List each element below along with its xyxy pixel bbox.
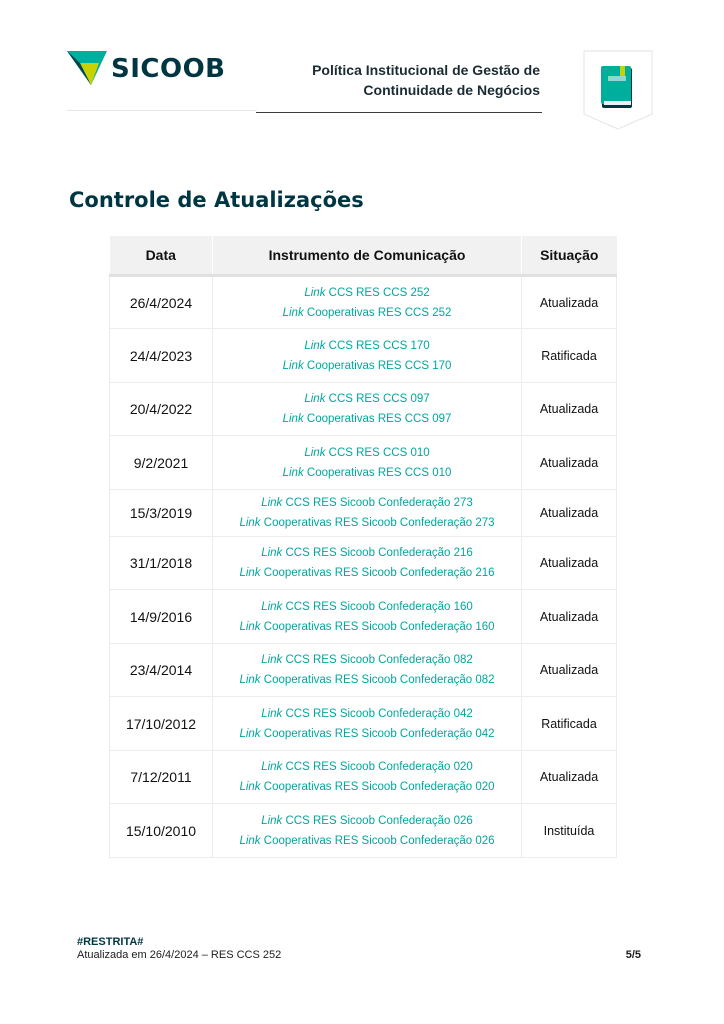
link-label: Link bbox=[261, 707, 283, 720]
row-instrument bbox=[213, 537, 522, 590]
ccs-link[interactable] bbox=[217, 597, 517, 617]
sicoob-logo-icon bbox=[67, 51, 107, 87]
table-header-row bbox=[110, 236, 617, 276]
table-row bbox=[110, 329, 617, 383]
row-date: 7/12/2011 bbox=[110, 751, 213, 804]
link-label: Link bbox=[282, 466, 304, 479]
ccs-link[interactable] bbox=[217, 650, 517, 670]
row-instrument bbox=[213, 490, 522, 537]
link-label: Link bbox=[282, 306, 304, 319]
link-label: Link bbox=[239, 517, 261, 529]
ccs-link[interactable] bbox=[217, 283, 517, 303]
table-row bbox=[110, 697, 617, 751]
cooperativas-link[interactable] bbox=[217, 724, 517, 744]
table-row bbox=[110, 490, 617, 537]
row-date: 15/10/2010 bbox=[110, 804, 213, 858]
row-instrument bbox=[213, 590, 522, 644]
cooperativas-link[interactable] bbox=[217, 409, 517, 429]
ccs-link[interactable] bbox=[217, 704, 517, 724]
cooperativas-link[interactable] bbox=[217, 670, 517, 690]
ccs-link[interactable] bbox=[217, 389, 517, 409]
ccs-link[interactable] bbox=[217, 543, 517, 563]
table-row bbox=[110, 590, 617, 644]
ccs-link-text: CCS RES Sicoob Confederação 042 bbox=[285, 707, 473, 720]
row-date: 26/4/2024 bbox=[110, 276, 213, 329]
link-label: Link bbox=[304, 339, 326, 352]
ccs-link[interactable] bbox=[217, 811, 517, 831]
ccs-link-text: CCS RES CCS 252 bbox=[328, 286, 430, 299]
link-label: Link bbox=[304, 393, 326, 405]
book-badge bbox=[583, 50, 653, 130]
cooperativas-link-text: Cooperativas RES Sicoob Confederação 026 bbox=[263, 834, 495, 847]
ccs-link-text: CCS RES CCS 010 bbox=[328, 446, 430, 459]
cooperativas-link-text: Cooperativas RES Sicoob Confederação 042 bbox=[263, 727, 495, 740]
link-label: Link bbox=[304, 286, 326, 299]
ccs-link-text: CCS RES Sicoob Confederação 082 bbox=[285, 654, 473, 666]
footer-updated: Atualizada em 26/4/2024 – RES CCS 252 bbox=[77, 949, 282, 961]
ccs-link[interactable] bbox=[217, 336, 517, 356]
ccs-link-text: CCS RES Sicoob Confederação 273 bbox=[285, 497, 473, 509]
row-date: 15/3/2019 bbox=[110, 490, 213, 537]
cooperativas-link[interactable] bbox=[217, 356, 517, 376]
link-label: Link bbox=[239, 620, 261, 633]
row-status: Atualizada bbox=[522, 590, 617, 644]
footer-page-number: 5/5 bbox=[625, 949, 641, 961]
row-status: Atualizada bbox=[522, 644, 617, 697]
link-label: Link bbox=[261, 600, 283, 613]
row-instrument bbox=[213, 804, 522, 858]
row-status: Ratificada bbox=[522, 697, 617, 751]
row-instrument bbox=[213, 644, 522, 697]
row-status: Atualizada bbox=[522, 436, 617, 490]
link-label: Link bbox=[282, 359, 304, 372]
table-row bbox=[110, 383, 617, 436]
link-label: Link bbox=[282, 413, 304, 425]
ccs-link[interactable] bbox=[217, 493, 517, 513]
row-date: 24/4/2023 bbox=[110, 329, 213, 383]
table-row bbox=[110, 436, 617, 490]
link-label: Link bbox=[261, 497, 283, 509]
row-instrument bbox=[213, 436, 522, 490]
link-label: Link bbox=[304, 446, 326, 459]
book-icon bbox=[583, 50, 653, 130]
ccs-link-text: CCS RES Sicoob Confederação 160 bbox=[285, 600, 473, 613]
cooperativas-link-text: Cooperativas RES CCS 252 bbox=[306, 306, 452, 319]
cooperativas-link[interactable] bbox=[217, 463, 517, 483]
cooperativas-link-text: Cooperativas RES Sicoob Confederação 273 bbox=[263, 517, 495, 529]
link-label: Link bbox=[239, 727, 261, 740]
cooperativas-link-text: Cooperativas RES Sicoob Confederação 160 bbox=[263, 620, 495, 633]
table-body bbox=[110, 276, 617, 858]
updates-table bbox=[109, 236, 617, 858]
row-date: 17/10/2012 bbox=[110, 697, 213, 751]
ccs-link-text: CCS RES CCS 170 bbox=[328, 339, 430, 352]
header-divider-left bbox=[67, 110, 257, 111]
header-divider bbox=[256, 112, 542, 113]
header-title-line1: Política Institucional de Gestão de bbox=[312, 62, 540, 78]
cooperativas-link[interactable] bbox=[217, 563, 517, 583]
column-header-instrument: Instrumento de Comunicação bbox=[213, 236, 522, 276]
link-label: Link bbox=[261, 814, 283, 827]
logo-wordmark: SICOOB bbox=[111, 54, 226, 84]
table-row bbox=[110, 804, 617, 858]
row-status: Atualizada bbox=[522, 537, 617, 590]
header-title-line2: Continuidade de Negócios bbox=[363, 82, 540, 98]
row-status: Atualizada bbox=[522, 276, 617, 329]
row-instrument bbox=[213, 697, 522, 751]
link-label: Link bbox=[261, 761, 283, 773]
row-instrument bbox=[213, 329, 522, 383]
link-label: Link bbox=[239, 567, 261, 579]
cooperativas-link-text: Cooperativas RES CCS 010 bbox=[306, 466, 452, 479]
row-status: Ratificada bbox=[522, 329, 617, 383]
footer-classification: #RESTRITA# bbox=[77, 936, 144, 948]
cooperativas-link-text: Cooperativas RES Sicoob Confederação 216 bbox=[263, 567, 495, 579]
sicoob-logo bbox=[67, 49, 227, 89]
row-date: 14/9/2016 bbox=[110, 590, 213, 644]
column-header-status: Situação bbox=[522, 236, 617, 276]
row-instrument bbox=[213, 751, 522, 804]
row-date: 20/4/2022 bbox=[110, 383, 213, 436]
table-row bbox=[110, 751, 617, 804]
row-status: Atualizada bbox=[522, 751, 617, 804]
table-row bbox=[110, 537, 617, 590]
row-date: 31/1/2018 bbox=[110, 537, 213, 590]
row-status: Instituída bbox=[522, 804, 617, 858]
row-date: 9/2/2021 bbox=[110, 436, 213, 490]
ccs-link-text: CCS RES CCS 097 bbox=[328, 393, 430, 405]
table-row bbox=[110, 276, 617, 329]
cooperativas-link[interactable] bbox=[217, 617, 517, 637]
cooperativas-link[interactable] bbox=[217, 303, 517, 323]
link-label: Link bbox=[261, 654, 283, 666]
link-label: Link bbox=[239, 781, 261, 793]
ccs-link-text: CCS RES Sicoob Confederação 026 bbox=[285, 814, 473, 827]
ccs-link[interactable] bbox=[217, 757, 517, 777]
row-status: Atualizada bbox=[522, 490, 617, 537]
table-row bbox=[110, 644, 617, 697]
cooperativas-link[interactable] bbox=[217, 831, 517, 851]
row-date: 23/4/2014 bbox=[110, 644, 213, 697]
cooperativas-link[interactable] bbox=[217, 777, 517, 797]
cooperativas-link-text: Cooperativas RES CCS 097 bbox=[306, 413, 452, 425]
row-instrument bbox=[213, 276, 522, 329]
column-header-date: Data bbox=[110, 236, 213, 276]
cooperativas-link[interactable] bbox=[217, 513, 517, 533]
link-label: Link bbox=[239, 834, 261, 847]
cooperativas-link-text: Cooperativas RES Sicoob Confederação 020 bbox=[263, 781, 495, 793]
row-status: Atualizada bbox=[522, 383, 617, 436]
ccs-link-text: CCS RES Sicoob Confederação 020 bbox=[285, 761, 473, 773]
link-label: Link bbox=[261, 547, 283, 559]
link-label: Link bbox=[239, 674, 261, 686]
header-title bbox=[280, 60, 540, 100]
ccs-link-text: CCS RES Sicoob Confederação 216 bbox=[285, 547, 473, 559]
section-title: Controle de Atualizações bbox=[69, 188, 364, 212]
cooperativas-link-text: Cooperativas RES CCS 170 bbox=[306, 359, 452, 372]
cooperativas-link-text: Cooperativas RES Sicoob Confederação 082 bbox=[263, 674, 495, 686]
ccs-link[interactable] bbox=[217, 443, 517, 463]
row-instrument bbox=[213, 383, 522, 436]
